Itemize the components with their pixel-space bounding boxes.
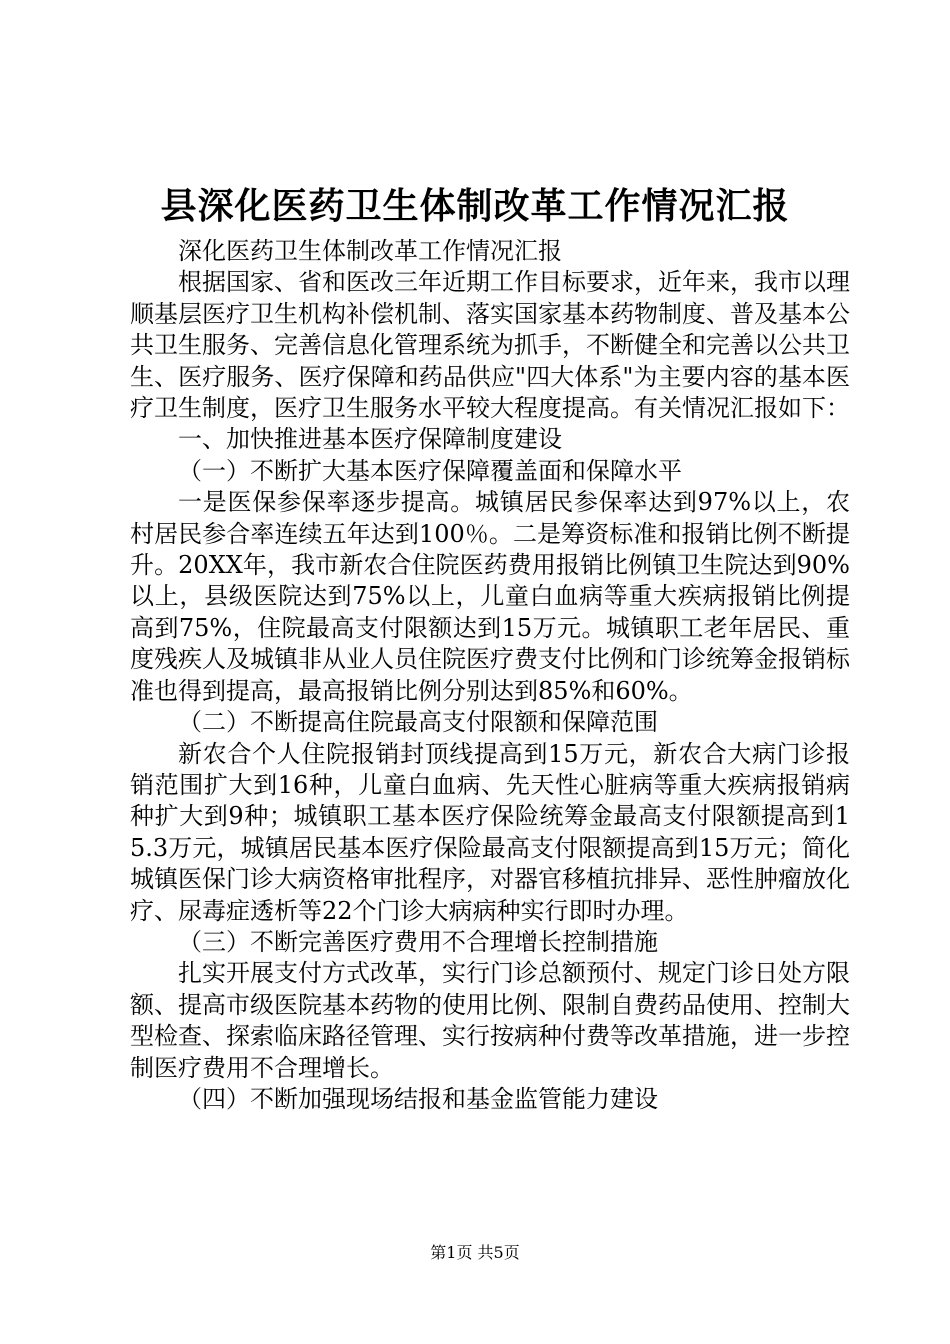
paragraph-2: 新农合个人住院报销封顶线提高到15万元，新农合大病门诊报销范围扩大到16种，儿童白血病、先天性心脏病等重大疾病报销病种扩大到9种；城镇职工基本医疗保险统筹金最高支付限额提高到15.3万元，城镇居民基本医疗保险最高支付限额提高到15万元；简化城镇医保门诊大病资格审批程序，对器官移植抗排异、恶性肿瘤放化疗、尿毒症透析等22个门诊大病病种实行即时办理。 — [130, 739, 850, 925]
paragraph-3: 扎实开展支付方式改革，实行门诊总额预付、规定门诊日处方限额、提高市级医院基本药物的使用比例、限制自费药品使用、控制大型检查、探索临床路径管理、实行按病种付费等改革措施，进一步控制医疗费用不合理增长。 — [130, 959, 850, 1082]
page-footer: 第1页 共5页 — [430, 1243, 520, 1262]
paragraph-subtitle: 深化医药卫生体制改革工作情况汇报 — [178, 237, 562, 265]
section-heading-1: 一、加快推进基本医疗保障制度建设 — [178, 425, 562, 454]
subsection-heading-3: （三）不断完善医疗费用不合理增长控制措施 — [178, 927, 658, 956]
document-body — [130, 236, 850, 1115]
document-title: 县深化医药卫生体制改革工作情况汇报 — [160, 185, 790, 227]
subsection-heading-2: （二）不断提高住院最高支付限额和保障范围 — [178, 708, 658, 737]
subsection-heading-1: （一）不断扩大基本医疗保障覆盖面和保障水平 — [178, 456, 682, 485]
paragraph-intro: 根据国家、省和医改三年近期工作目标要求，近年来，我市以理顺基层医疗卫生机构补偿机制、落实国家基本药物制度、普及基本公共卫生服务、完善信息化管理系统为抓手，不断健全和完善以公共卫生、医疗服务、医疗保障和药品供应"四大体系"为主要内容的基本医疗卫生制度，医疗卫生服务水平较大程度提高。有关情况汇报如下： — [130, 268, 850, 423]
paragraph-1: 一是医保参保率逐步提高。城镇居民参保率达到97%以上，农村居民参合率连续五年达到100％。二是筹资标准和报销比例不断提升。20XX年，我市新农合住院医药费用报销比例镇卫生院达到90%以上，县级医院达到75%以上，儿童白血病等重大疾病报销比例提高到75%，住院最高支付限额达到15万元。城镇职工老年居民、重度残疾人及城镇非从业人员住院医疗费支付比例和门诊统筹金报销标准也得到提高，最高报销比例分别达到85%和60%。 — [130, 488, 850, 705]
subsection-heading-4: （四）不断加强现场结报和基金监管能力建设 — [178, 1084, 658, 1113]
